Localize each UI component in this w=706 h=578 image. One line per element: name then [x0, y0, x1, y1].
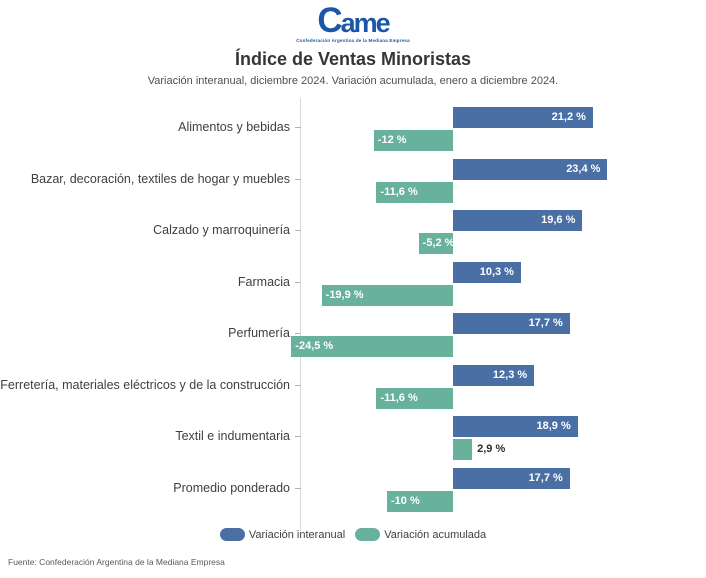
category-label: Alimentos y bebidas	[178, 120, 290, 135]
axis-tick-mark	[295, 333, 301, 334]
bar-value-label: -19,9 %	[325, 288, 364, 301]
bar-value-label: 2,9 %	[477, 443, 506, 455]
came-logo-letter-c: C	[317, 1, 341, 40]
bar-value-label: -12 %	[377, 134, 407, 146]
legend-item-acumulada[interactable]	[355, 528, 486, 541]
bar-variacion-interanual[interactable]	[453, 159, 607, 180]
bar-variacion-acumulada[interactable]	[376, 388, 453, 409]
page-title: Índice de Ventas Minoristas	[234, 49, 472, 69]
chart-row	[0, 257, 706, 309]
axis-tick-mark	[295, 230, 301, 231]
chart-row	[0, 308, 706, 360]
bar-variacion-interanual[interactable]	[453, 210, 582, 231]
legend-label-acumulada: Variación acumulada	[384, 528, 487, 541]
legend-swatch-interanual-icon	[220, 528, 245, 541]
category-label: Ferretería, materiales eléctricos y de la construcción	[0, 377, 290, 392]
bar-value-label: -5,2 %	[422, 237, 455, 249]
bar-variacion-acumulada[interactable]	[453, 439, 506, 460]
axis-tick-mark	[295, 282, 301, 283]
bar-value-label: 17,7 %	[528, 317, 563, 329]
bar-value-label: 12,3 %	[492, 368, 528, 381]
bar-value-label: -11,6 %	[380, 391, 418, 404]
bar-variacion-acumulada[interactable]	[322, 285, 453, 306]
came-logo-letters-ame: ame	[340, 8, 389, 38]
category-label: Textil e indumentaria	[175, 429, 290, 444]
category-label: Bazar, decoración, textiles de hogar y muebles	[30, 171, 290, 186]
category-label: Calzado y marroquinería	[153, 223, 290, 238]
category-label: Promedio ponderado	[173, 480, 290, 495]
chart-row	[0, 154, 706, 206]
bar-variacion-interanual[interactable]	[453, 416, 578, 437]
bar-variacion-interanual[interactable]	[453, 313, 570, 334]
bar-variacion-acumulada[interactable]	[376, 182, 453, 203]
bar-value-label: -24,5 %	[295, 340, 334, 352]
axis-tick-mark	[295, 127, 301, 128]
came-logo-subtext: Confederación Argentina de la Mediana Empresa	[296, 38, 410, 43]
category-label: Perfumería	[228, 326, 290, 341]
chart-row	[0, 411, 706, 463]
chart-row	[0, 102, 706, 154]
bar-variacion-interanual[interactable]	[453, 262, 521, 283]
axis-tick-mark	[295, 179, 301, 180]
bar-variacion-acumulada[interactable]	[387, 491, 453, 512]
category-label: Farmacia	[237, 274, 290, 289]
page-subtitle: Variación interanual, diciembre 2024. Variación acumulada, enero a diciembre 2024.	[147, 75, 559, 87]
legend-item-interanual[interactable]	[220, 528, 345, 541]
axis-tick-mark	[295, 488, 301, 489]
bar-value-label: -10 %	[391, 494, 420, 507]
bar-value-label: 10,3 %	[479, 265, 514, 278]
chart-row	[0, 205, 706, 257]
legend-swatch-acumulada-icon	[355, 528, 380, 541]
bar-variacion-acumulada[interactable]	[419, 233, 453, 254]
bar-value-label: 19,6 %	[541, 214, 576, 226]
bar-value-label: 23,4 %	[566, 162, 601, 175]
bar-variacion-interanual[interactable]	[453, 365, 534, 386]
axis-tick-mark	[295, 436, 301, 437]
bar-variacion-acumulada[interactable]	[374, 130, 453, 151]
axis-tick-mark	[295, 385, 301, 386]
chart-legend	[0, 528, 706, 541]
source-note: Fuente: Confederación Argentina de la Mediana Empresa	[8, 557, 225, 567]
bar-value-label: -11,6 %	[380, 185, 418, 198]
bar-variacion-interanual[interactable]	[453, 468, 570, 489]
bar-value-label: 21,2 %	[551, 111, 586, 123]
legend-label-interanual: Variación interanual	[248, 528, 346, 541]
bar-variacion-acumulada[interactable]	[291, 336, 453, 357]
chart-row	[0, 463, 706, 515]
chart-row	[0, 360, 706, 412]
bar-value-label: 17,7 %	[528, 471, 563, 484]
bar-value-label: 18,9 %	[536, 420, 571, 432]
bar-variacion-interanual[interactable]	[453, 107, 593, 128]
